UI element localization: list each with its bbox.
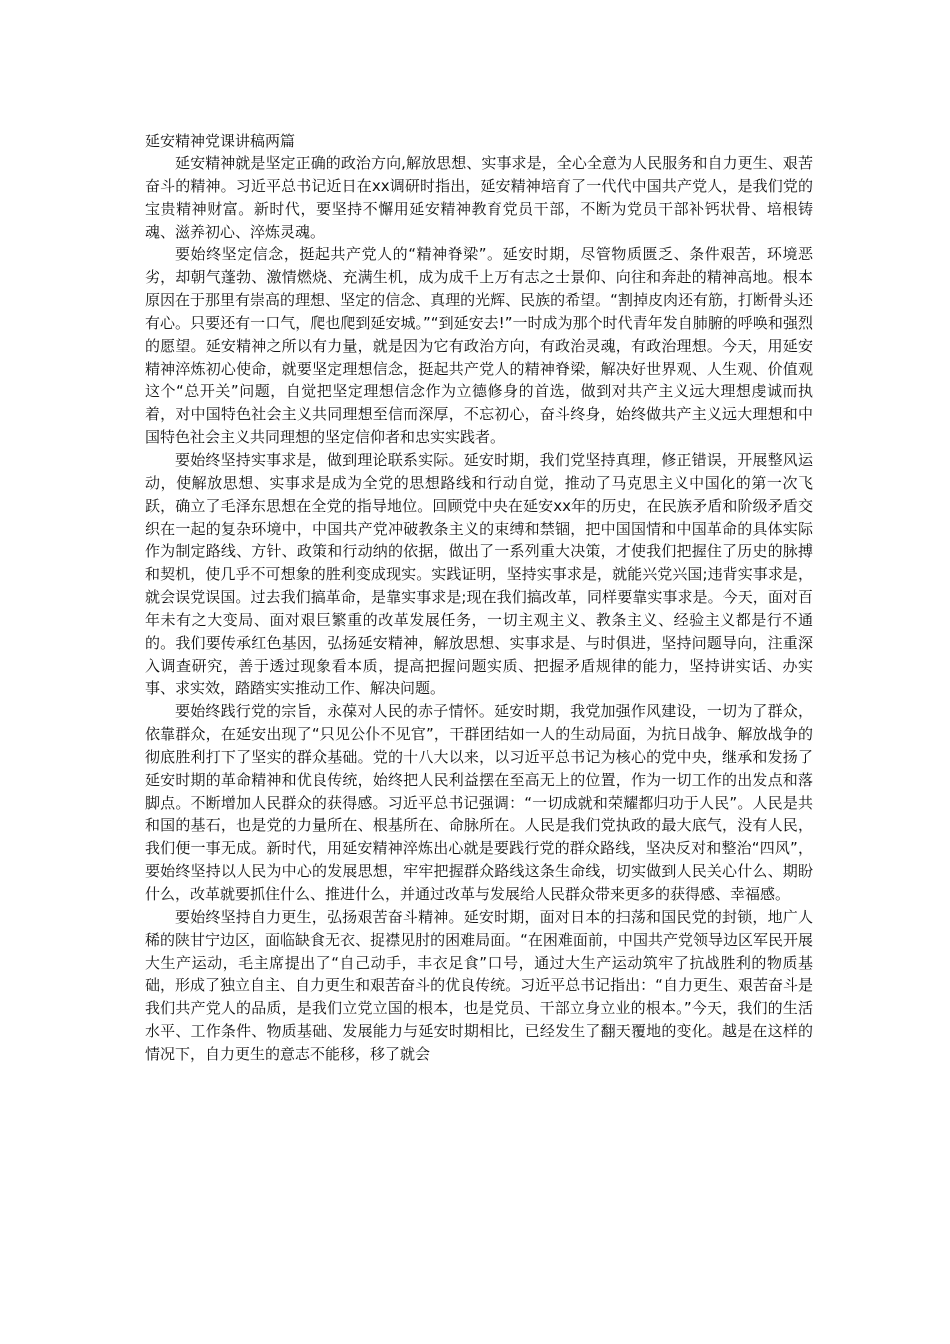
document-page [145, 130, 813, 1066]
paragraph-self-reliance: 要始终坚持自力更生，弘扬艰苦奋斗精神。延安时期，面对日本的扫荡和国民党的封锁，地广人稀的陕甘宁边区，面临缺食无衣、捉襟见肘的困难局面。“在困难面前，中国共产党领导边区军民开展大生产运动，毛主席提出了“自己动手，丰衣足食”口号，通过大生产运动筑牢了抗战胜利的物质基础，形成了独立自主、自力更生和艰苦奋斗的优良传统。习近平总书记指出：“自力更生、艰苦奋斗是我们共产党人的品质，是我们立党立国的根本，也是党员、干部立身立业的根本。”今天，我们的生活水平、工作条件、物质基础、发展能力与延安时期相比，已经发生了翻天覆地的变化。越是在这样的情况下，自力更生的意志不能移，移了就会 [145, 907, 813, 1063]
paragraph-intro: 延安精神就是坚定正确的政治方向,解放思想、实事求是，全心全意为人民服务和自力更生、艰苦奋斗的精神。习近平总书记近日在xx调研时指出，延安精神培育了一代代中国共产党人，是我们党的宝贵精神财富。新时代，要坚持不懈用延安精神教育党员干部，不断为党员干部补钙状骨、培根铸魂、滋养初心、淬炼灵魂。 [145, 154, 813, 241]
document-title: 延安精神党课讲稿两篇 [145, 132, 296, 150]
paragraph-firm-belief: 要始终坚定信念，挺起共产党人的“精神脊梁”。延安时期，尽管物质匮乏、条件艰苦，环境恶劣，却朝气蓬勃、激情燃烧、充满生机，成为成千上万有志之士景仰、向往和奔赴的精神高地。根本原因在于那里有崇高的理想、坚定的信念、真理的光辉、民族的希望。“割掉皮肉还有筋，打断骨头还有心。只要还有一口气，爬也爬到延安城。”“到延安去!”一时成为那个时代青年发自肺腑的呼唤和强烈的愿望。延安精神之所以有力量，就是因为它有政治方向，有政治灵魂，有政治理想。今天，用延安精神淬炼初心使命，就要坚定理想信念，挺起共产党人的精神脊梁，解决好世界观、人生观、价值观这个“总开关”问题，自觉把坚定理想信念作为立德修身的首选，做到对共产主义远大理想虔诚而执着，对中国特色社会主义共同理想至信而深厚，不忘初心，奋斗终身，始终做共产主义远大理想和中国特色社会主义共同理想的坚定信仰者和忠实实践者。 [145, 245, 813, 447]
paragraph-seek-truth: 要始终坚持实事求是，做到理论联系实际。延安时期，我们党坚持真理，修正错误，开展整风运动，使解放思想、实事求是成为全党的思想路线和行动自觉，推动了马克思主义中国化的第一次飞跃，确立了毛泽东思想在全党的指导地位。回顾党中央在延安xx年的历史，在民族矛盾和阶级矛盾交织在一起的复杂环境中，中国共产党冲破教条主义的束缚和禁锢，把中国国情和中国革命的具体实际作为制定路线、方针、政策和行动纳的依据，做出了一系列重大决策，才使我们把握住了历史的脉搏和契机，使几乎不可想象的胜利变成现实。实践证明，坚持实事求是，就能兴党兴国;违背实事求是，就会误党误国。过去我们搞革命，是靠实事求是;现在我们搞改革，同样要靠实事求是。今天，面对百年未有之大变局、面对艰巨繁重的改革发展任务，一切主观主义、教条主义、经验主义都是行不通的。我们要传承红色基因，弘扬延安精神，解放思想、实事求是、与时俱进，坚持问题导向，注重深入调查研究，善于透过现象看本质，提高把握问题实质、把握矛盾规律的能力，坚持讲实话、办实事、求实效，踏踏实实推动工作、解决问题。 [145, 450, 813, 698]
paragraph-serve-people: 要始终践行党的宗旨，永葆对人民的赤子情怀。延安时期，我党加强作风建设，一切为了群众，依靠群众，在延安出现了“只见公仆不见官”，干群团结如一人的生动局面，为抗日战争、解放战争的彻底胜利打下了坚实的群众基础。党的十八大以来，以习近平总书记为核心的党中央，继承和发扬了延安时期的革命精神和优良传统，始终把人民利益摆在至高无上的位置，作为一切工作的出发点和落脚点。不断增加人民群众的获得感。习近平总书记强调：“一切成就和荣耀都归功于人民”。人民是共和国的基石，也是党的力量所在、根基所在、命脉所在。人民是我们党执政的最大底气，没有人民，我们便一事无成。新时代，用延安精神淬炼出心就是要践行党的群众路线，坚决反对和整治“四风”，要始终坚持以人民为中心的发展思想，牢牢把握群众路线这条生命线，切实做到人民关心什么、期盼什么，改革就要抓住什么、推进什么，并通过改革与发展给人民群众带来更多的获得感、幸福感。 [145, 702, 813, 903]
